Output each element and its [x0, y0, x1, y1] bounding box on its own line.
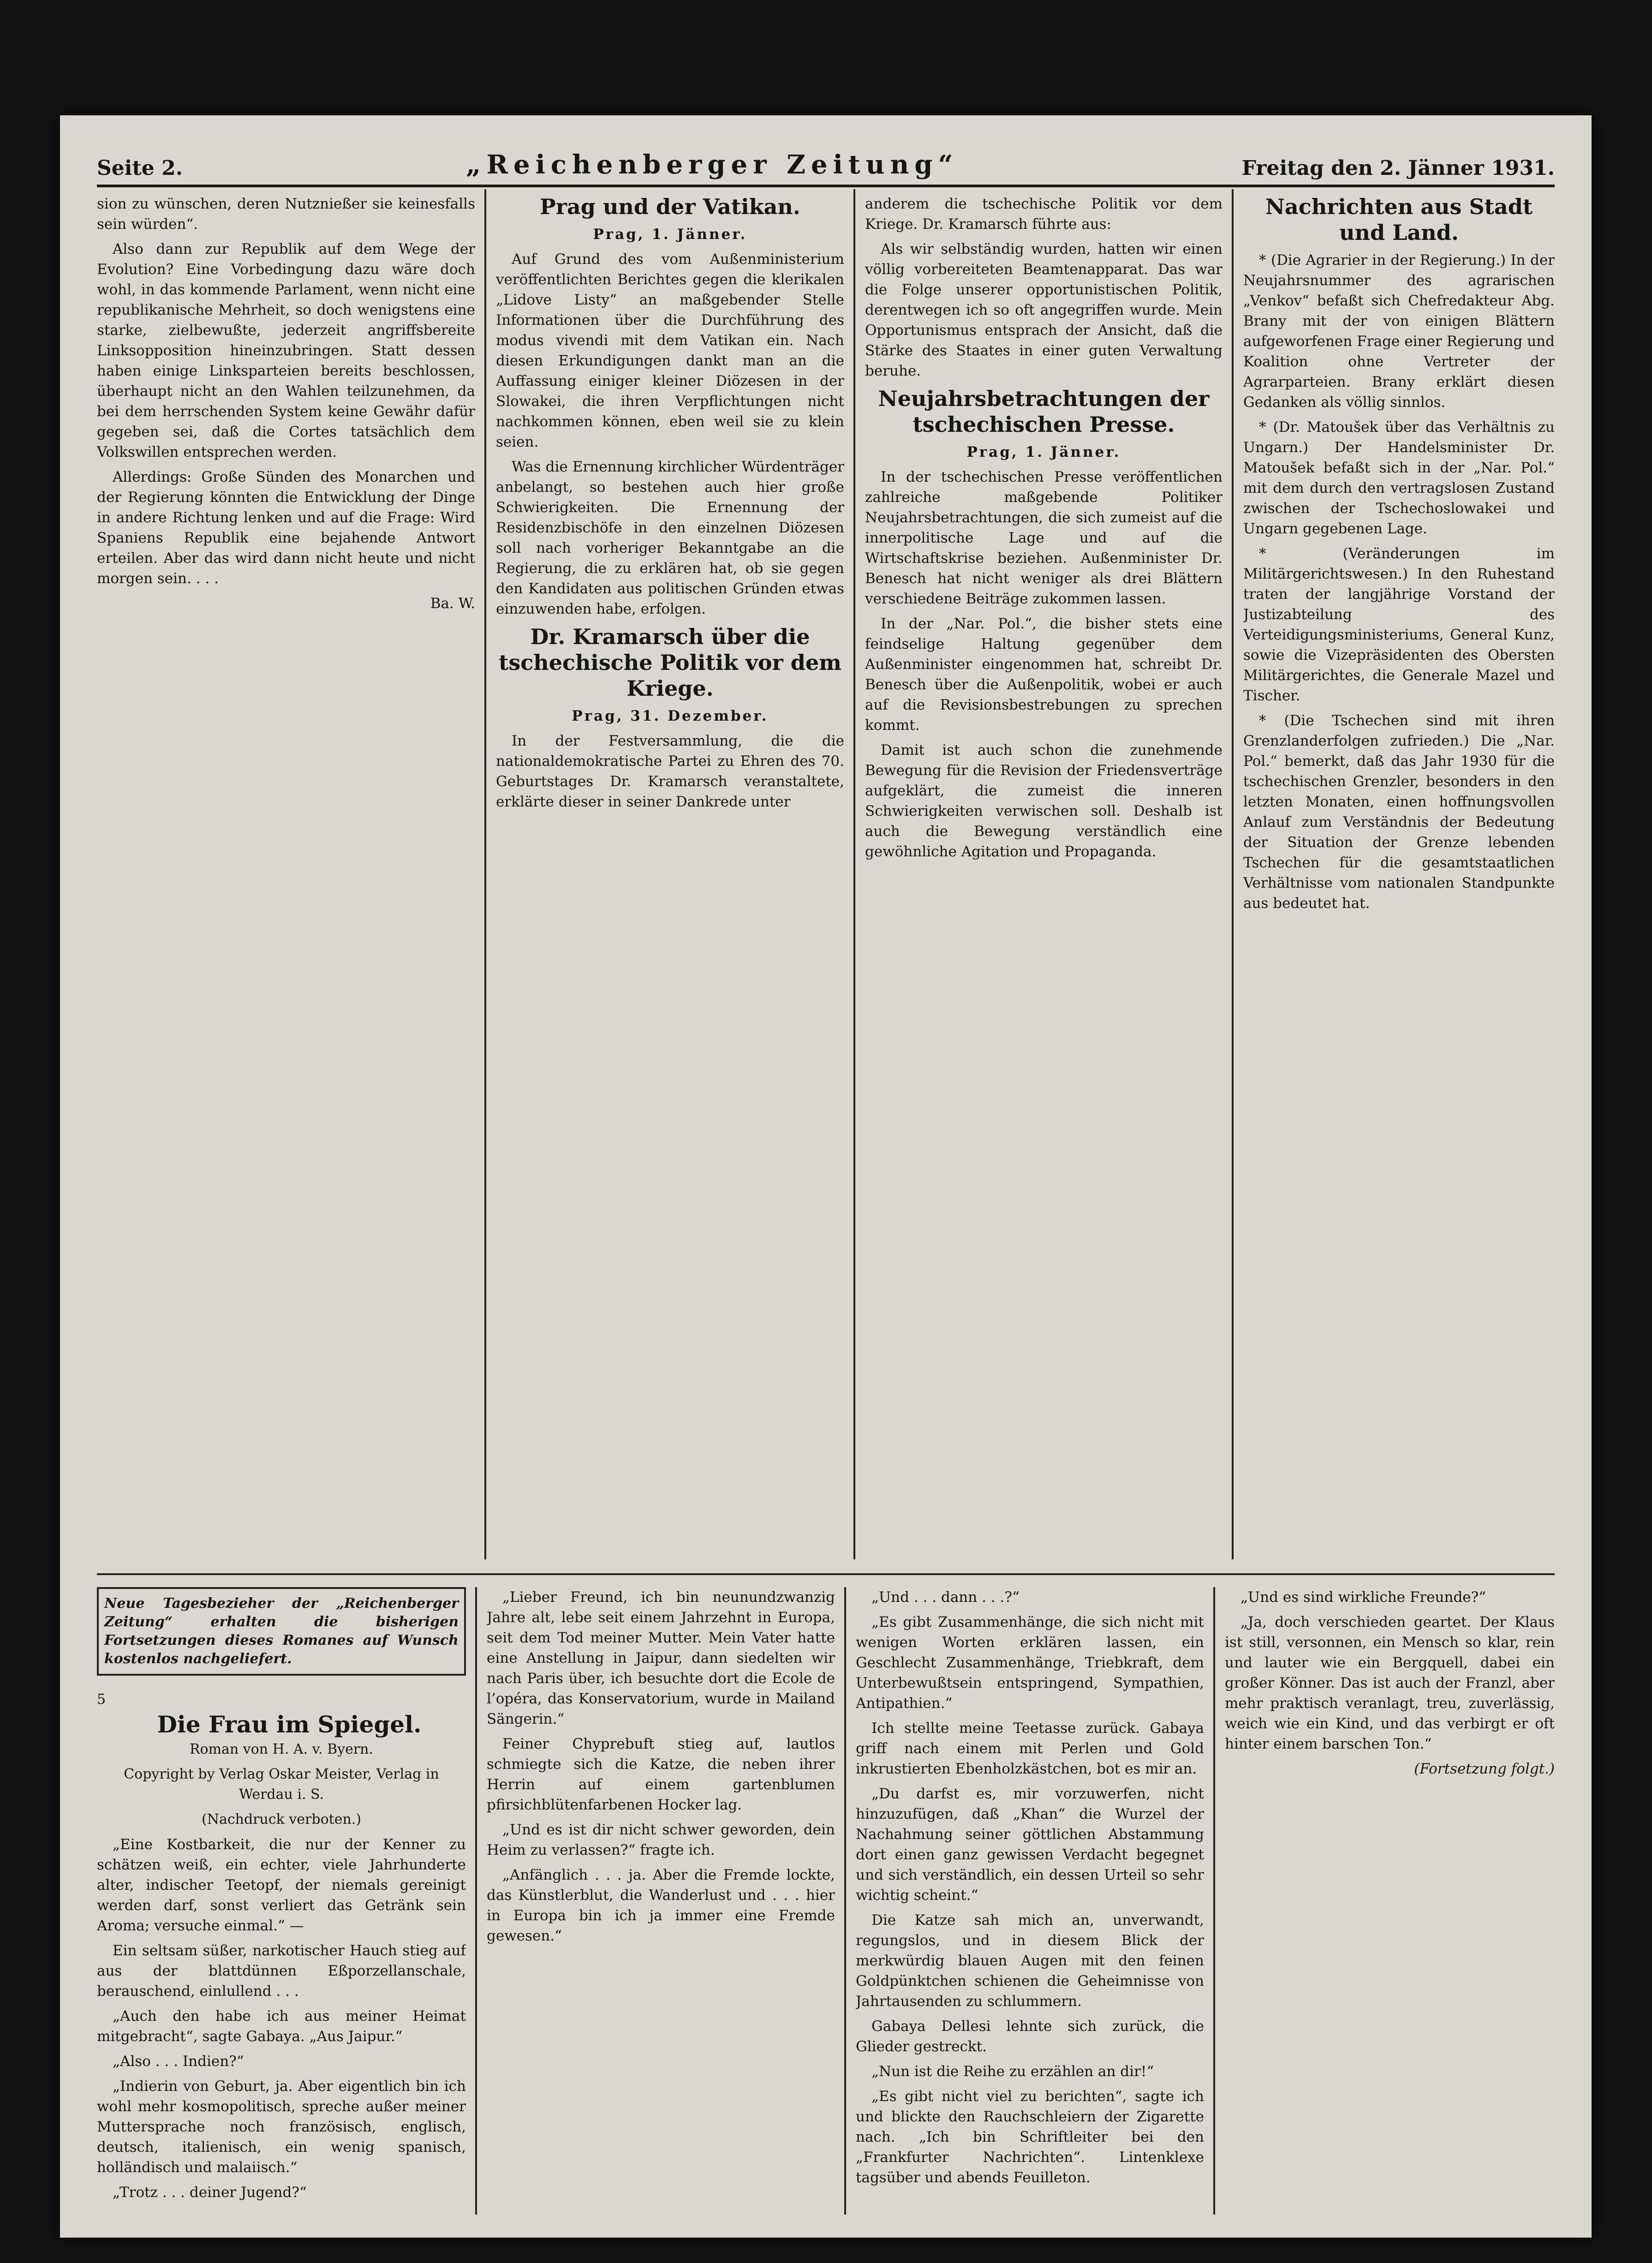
- novel-paragraph: „Und . . . dann . . .?“: [871, 1589, 1020, 1606]
- novel-paragraph: Die Katze sah mich an, unverwandt, regungslos, und in diesem Blick der merkwürdig blauen Augen mit den feinen Goldpünktchen schienen die Geheimnisse von Jahrtausenden zu schlummern.: [856, 1912, 1204, 2010]
- column-2: [496, 194, 844, 1559]
- feuilleton-column-3: [856, 1587, 1204, 2215]
- novel-title: Die Frau im Spiegel.: [157, 1711, 422, 1738]
- novel-paragraph: „Indierin von Geburt, ja. Aber eigentlich bin ich wohl mehr kosmopolitisch, spreche außer meiner Muttersprache noch französisch, englisch, deutsch, italienisch, ein wenig spanisch, holländisch und malaiisch.“: [97, 2078, 466, 2176]
- subscriber-notice: Neue Tagesbezieher der „Reichenberger Zeitung“ erhalten die bisherigen Fortsetzungen dieses Romanes auf Wunsch kostenlos nachgeliefert.: [97, 1587, 466, 1676]
- article-heading: Neujahrsbetrachtungen der tschechischen Presse.: [878, 386, 1210, 437]
- novel-paragraph: „Du darfst es, mir vorzuwerfen, nicht hinzuzufügen, daß „Khan“ die Wurzel der Nachahmung seiner göttlichen Abstammung dort einen ganz gewissen Verdacht begegnet und sich verständlich, ein dessen Urteil so sehr wichtig scheint.“: [856, 1785, 1204, 1904]
- page-header: [97, 143, 1555, 187]
- novel-paragraph: „Anfänglich . . . ja. Aber die Fremde lockte, das Künstlerblut, die Wanderlust und . . . hier in Europa bin ich ja immer eine Fremde gewesen.“: [487, 1867, 835, 1944]
- novel-paragraph: „Es gibt Zusammenhänge, die sich nicht mit wenigen Worten erklären lassen, ein Geschlecht Zusammenhänge, Triebkraft, dem Unterbewußtsein entspringend, Sympathien, Antipathien.“: [856, 1614, 1204, 1712]
- newspaper-title: „Reichenberger Zeitung“: [466, 149, 959, 180]
- paragraph: sion zu wünschen, deren Nutznießer sie keinesfalls sein würden“.: [97, 196, 475, 233]
- novel-paragraph: Ich stellte meine Teetasse zurück. Gabaya griff nach einem mit Perlen und Gold inkrustierten Ebenholzkästchen, bot es mir an.: [856, 1720, 1204, 1777]
- paragraph: Was die Ernennung kirchlicher Würdenträger anbelangt, so bestehen auch hier große Schwierigkeiten. Die Ernennung der Residenzbischöfe in den einzelnen Diözesen soll nach vorheriger Bekanntgabe an die Regierung, die zu erklären hat, ob sie gegen den Kandidaten aus politischen Gründen etwas einzuwenden habe, erfolgen.: [496, 459, 844, 617]
- paragraph: Also dann zur Republik auf dem Wege der Evolution? Eine Vorbedingung dazu wäre doch wohl, in das kommende Parlament, wenn nicht eine republikanische Mehrheit, so doch wenigstens eine starke, zielbewußte, jederzeit angriffsbereite Linksopposition hineinzubringen. Statt dessen haben einige Linksparteien bereits beschlossen, überhaupt nicht an den Wahlen teilzunehmen, da bei dem herrschenden System keine Gewähr dafür gegeben sei, daß die Cortes tatsächlich dem Volkswillen entsprechen werden.: [97, 241, 475, 460]
- installment-number: 5: [97, 1691, 106, 1708]
- news-item: * (Die Agrarier in der Regierung.) In der Neujahrsnummer des agrarischen „Venkov“ befaßt sich Chefredakteur Abg. Brany mit der von einigen Blättern aufgeworfenen Frage einer Regierung und Koalition ohne Vertreter der Agrarparteien. Brany erklärt diesen Gedanken als völlig sinnlos.: [1243, 252, 1555, 411]
- page-number: Seite 2.: [97, 156, 183, 180]
- paragraph: In der tschechischen Presse veröffentlichen zahlreiche maßgebende Politiker Neujahrsbetrachtungen, die sich zumeist auf die innerpolitische Lage und auf die Wirtschaftskrise beziehen. Außenminister Dr. Benesch hat nicht weniger als drei Blättern verschiedene Beiträge zukommen lassen.: [865, 469, 1223, 607]
- novel-paragraph: Ein seltsam süßer, narkotischer Hauch stieg auf aus der blattdünnen Eßporzellanschale, berauschend, einlullend . . .: [97, 1942, 466, 2000]
- novel-paragraph: Feiner Chyprebuft stieg auf, lautlos schmiegte sich die Katze, die neben ihrer Herrin auf einem gartenblumen pfirsichblütenfarbenen Hocker lag.: [487, 1736, 835, 1813]
- feuilleton-column-2: [487, 1587, 835, 2215]
- feuilleton-column-1: [97, 1587, 466, 2215]
- copyright-line: Copyright by Verlag Oskar Meister, Verlag in Werdau i. S.: [124, 1766, 439, 1803]
- column-rule: [1232, 189, 1234, 1559]
- reprint-notice: (Nachdruck verboten.): [201, 1811, 362, 1827]
- novel-paragraph: „Eine Kostbarkeit, die nur der Kenner zu schätzen weiß, ein echter, viele Jahrhunderte alter, indischer Teetopf, der niemals gereinigt werden darf, sonst verliert das Getränk sein Aroma; versuche einmal.“ —: [97, 1836, 466, 1934]
- novel-paragraph: „Ja, doch verschieden geartet. Der Klaus ist still, versonnen, ein Mensch so klar, rein und lauter wie ein Bergquell, dabei ein großer Könner. Das ist auch der Franzl, aber mehr praktisch veranlagt, treu, zuverlässig, weich wie ein Kind, und das verbirgt er oft hinter einem barschen Ton.“: [1225, 1614, 1555, 1752]
- paragraph: Als wir selbständig wurden, hatten wir einen völlig vorbereiteten Beamtenapparat. Das war die Folge unserer opportunistischen Politik, derentwegen ich so oft angegriffen wurde. Mein Opportunismus entsprach der Ansicht, daß die Stärke des Staates in einer guten Verwaltung beruhe.: [865, 241, 1223, 379]
- novel-paragraph: „Lieber Freund, ich bin neunundzwanzig Jahre alt, lebe seit einem Jahrzehnt in Europa, seit dem Tod meiner Mutter. Mein Vater hatte eine Anstellung in Jaipur, dann siedelten wir nach Paris über, ich besuchte dort die Ecole de l’opéra, das Konservatorium, wurde in Mailand Sängerin.“: [487, 1589, 835, 1727]
- dateline: Prag, 31. Dezember.: [572, 708, 769, 724]
- column-1: [97, 194, 475, 1559]
- novel-paragraph: „Also . . . Indien?“: [113, 2053, 244, 2070]
- novel-paragraph: Gabaya Dellesi lehnte sich zurück, die Glieder gestreckt.: [856, 2018, 1204, 2055]
- dateline: Prag, 1. Jänner.: [593, 226, 747, 243]
- paragraph: In der Festversammlung, die die nationaldemokratische Partei zu Ehren des 70. Geburtstages Dr. Kramarsch veranstaltete, erklärte dieser in seiner Dankrede unter: [496, 733, 844, 810]
- newspaper-page: [60, 115, 1592, 2238]
- dateline: Prag, 1. Jänner.: [966, 444, 1121, 460]
- paragraph: Damit ist auch schon die zunehmende Bewegung für die Revision der Friedensverträge aufgeklärt, die zumeist die inneren Schwierigkeiten verwischen soll. Deshalb ist auch die Bewegung verständlich eine gewöhnliche Agitation und Propaganda.: [865, 742, 1223, 860]
- author-signature: Ba. W.: [430, 595, 475, 612]
- paragraph: Auf Grund des vom Außenministerium veröffentlichten Berichtes gegen die klerikalen „Lidove Listy“ an maßgebender Stelle Informationen über die Durchführung des modus vivendi mit dem Vatikan ein. Nach diesen Erkundigungen dankt man an die Auffassung einiger kleiner Diözesen in der Slowakei, die ihren Verpflichtungen nicht nachkommen können, eben weil sie zu klein seien.: [496, 251, 844, 450]
- article-heading: Prag und der Vatikan.: [540, 194, 800, 219]
- paragraph: anderem die tschechische Politik vor dem Kriege. Dr. Kramarsch führte aus:: [865, 196, 1223, 233]
- feuilleton-column-4: [1225, 1587, 1555, 2215]
- news-item: * (Dr. Matoušek über das Verhältnis zu Ungarn.) Der Handelsminister Dr. Matoušek befaßt sich in der „Nar. Pol.“ mit dem durch den vertragslosen Zustand zwischen der Tschechoslowakei und Ungarn gegebenen Lage.: [1243, 419, 1555, 537]
- column-rule: [484, 189, 486, 1559]
- column-rule: [1213, 1587, 1215, 2215]
- column-3: [865, 194, 1223, 1559]
- news-item: * (Veränderungen im Militärgerichtswesen.) In den Ruhestand traten der langjährige Vorstand der Justizabteilung des Verteidigungsministeriums, General Kunz, sowie die Vizepräsidenten des Obersten Militärgerichtes, die Generale Mazel und Tischer.: [1243, 545, 1555, 704]
- novel-author: Roman von H. A. v. Byern.: [189, 1741, 374, 1757]
- section-heading: Nachrichten aus Stadt und Land.: [1265, 194, 1533, 245]
- paragraph: Allerdings: Große Sünden des Monarchen und der Regierung könnten die Entwicklung der Dinge in andere Richtung lenken und auf die Frage: Wird Spaniens Republik eine bejahende Antwort erteilen. Aber das wird dann nicht heute und nicht morgen sein. . . .: [97, 469, 475, 587]
- column-rule: [844, 1587, 846, 2215]
- article-heading: Dr. Kramarsch über die tschechische Politik vor dem Kriege.: [499, 624, 841, 701]
- paragraph: In der „Nar. Pol.“, die bisher stets eine feindselige Haltung gegenüber dem Außenminister eingenommen hat, schreibt Dr. Benesch über die Außenpolitik, wobei er auch auf die Revisionsbestrebungen zu sprechen kommt.: [865, 615, 1223, 734]
- news-item: * (Die Tschechen sind mit ihren Grenzlanderfolgen zufrieden.) Die „Nar. Pol.“ bemerkt, daß das Jahr 1930 für die tschechischen Grenzler, besonders in den letzten Monaten, einen hoffnungsvollen Anlauf zum Verständnis der Bedeutung der Situation der Grenze lebenden Tschechen für die gesamtstaatlichen Verhältnisse vom nationalen Standpunkte aus bedeutet hat.: [1243, 712, 1555, 912]
- novel-paragraph: „Und es sind wirkliche Freunde?“: [1240, 1589, 1486, 1606]
- issue-date: Freitag den 2. Jänner 1931.: [1241, 156, 1555, 180]
- column-4: [1243, 194, 1555, 1559]
- novel-paragraph: „Es gibt nicht viel zu berichten“, sagte ich und blickte den Rauchschleiern der Zigarette nach. „Ich bin Schriftleiter bei den „Frankfurter Nachrichten“. Lintenklexe tagsüber und abends Feuilleton.: [856, 2088, 1204, 2186]
- column-rule: [475, 1587, 477, 2215]
- feuilleton-rule: [97, 1573, 1555, 1575]
- novel-paragraph: „Auch den habe ich aus meiner Heimat mitgebracht“, sagte Gabaya. „Aus Jaipur.“: [97, 2008, 466, 2045]
- continuation-note: (Fortsetzung folgt.): [1414, 1761, 1555, 1777]
- novel-paragraph: „Und es ist dir nicht schwer geworden, dein Heim zu verlassen?“ fragte ich.: [487, 1821, 835, 1858]
- column-rule: [853, 189, 855, 1559]
- novel-paragraph: „Nun ist die Reihe zu erzählen an dir!“: [871, 2063, 1154, 2080]
- ink-spot: [125, 53, 131, 60]
- novel-paragraph: „Trotz . . . deiner Jugend?“: [113, 2184, 307, 2201]
